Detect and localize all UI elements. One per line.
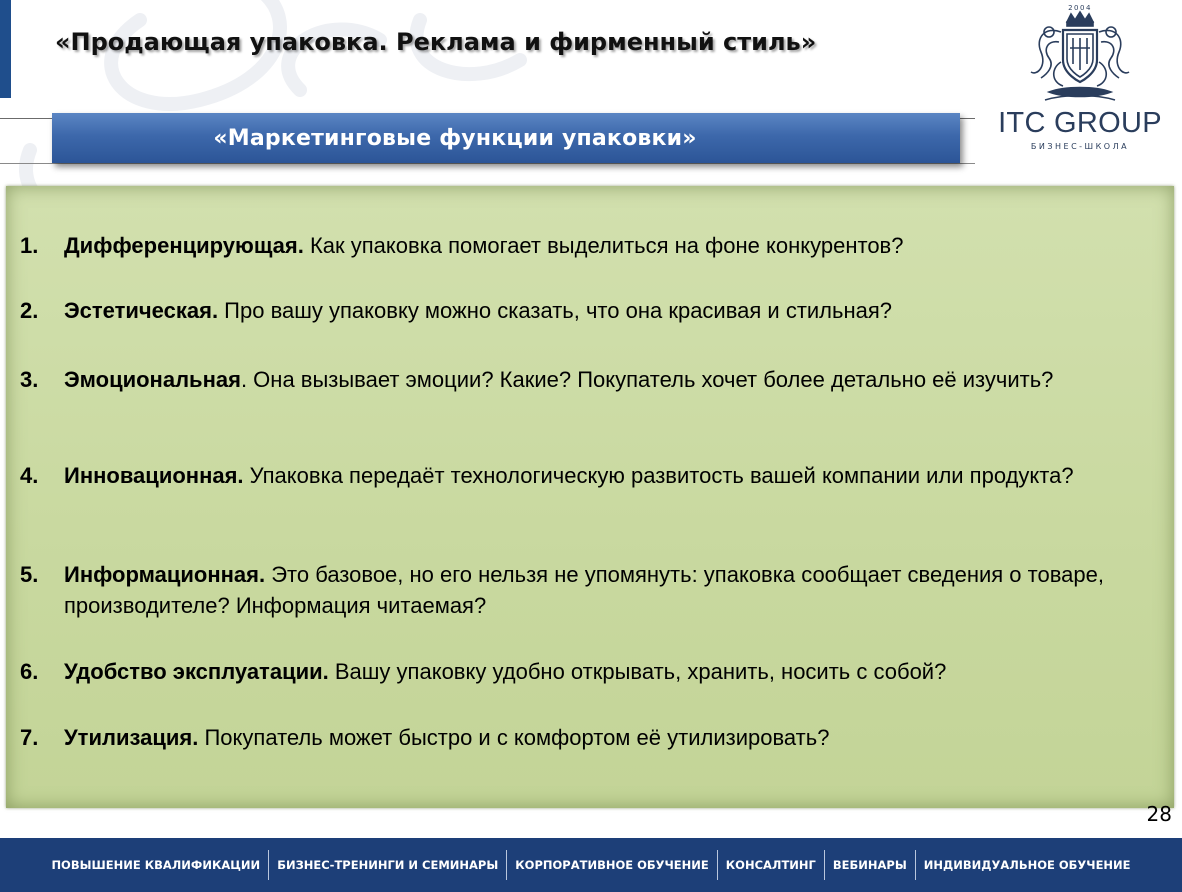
company-logo — [985, 2, 1175, 154]
item-text: Как упаковка помогает выделиться на фоне конкурентов? — [303, 233, 904, 258]
footer-link-consulting[interactable]: КОНСАЛТИНГ — [725, 858, 816, 872]
list-item — [20, 230, 1160, 261]
page-number: 28 — [1146, 802, 1172, 826]
footer-link-individual[interactable]: ИНДИВИДУАЛЬНОЕ ОБУЧЕНИЕ — [923, 858, 1131, 872]
item-number: 2. — [20, 298, 39, 323]
list-item — [20, 722, 1160, 753]
footer-bar — [0, 838, 1182, 892]
logo-year: 2004 — [1068, 4, 1092, 12]
item-title: Удобство эксплуатации. — [64, 659, 329, 684]
item-text: Это базовое, но его нельзя не упомянуть: упаковка сообщает сведения о товаре, производителе? Информация читаемая? — [64, 562, 1104, 618]
header-divider-bottom — [0, 163, 975, 164]
list-item — [20, 656, 1160, 687]
logo-name: ITC GROUP — [998, 107, 1162, 139]
footer-link-webinars[interactable]: ВЕБИНАРЫ — [832, 858, 907, 872]
item-title: Эмоциональная — [64, 367, 241, 392]
footer-link-qualification[interactable]: ПОВЫШЕНИЕ КВАЛИФИКАЦИИ — [51, 858, 261, 872]
item-number: 1. — [20, 233, 39, 258]
item-title: Дифференцирующая. — [64, 233, 304, 258]
item-text: Покупатель может быстро и с комфортом её утилизировать? — [198, 725, 830, 750]
item-title: Информационная. — [64, 562, 266, 587]
item-text: . Она вызывает эмоции? Какие? Покупатель хочет более детально её изучить? — [240, 367, 1054, 392]
item-number: 3. — [20, 367, 39, 392]
list-item — [20, 460, 1160, 491]
list-item — [20, 559, 1160, 621]
item-number: 4. — [20, 463, 39, 488]
content-panel — [6, 186, 1174, 808]
item-number: 6. — [20, 659, 39, 684]
item-title: Эстетическая. — [64, 298, 219, 323]
footer-link-trainings[interactable]: БИЗНЕС-ТРЕНИНГИ И СЕМИНАРЫ — [277, 858, 499, 872]
item-text: Про вашу упаковку можно сказать, что она красивая и стильная? — [218, 298, 893, 323]
item-text: Упаковка передаёт технологическую развитость вашей компании или продукта? — [243, 463, 1074, 488]
logo-subtitle: БИЗНЕС-ШКОЛА — [1030, 142, 1130, 151]
item-number: 7. — [20, 725, 39, 750]
footer-link-corporate[interactable]: КОРПОРАТИВНОЕ ОБУЧЕНИЕ — [515, 858, 709, 872]
page-title: «Продающая упаковка. Реклама и фирменный стиль» — [55, 28, 817, 56]
list-item — [20, 364, 1160, 395]
item-title: Инновационная. — [64, 463, 244, 488]
item-number: 5. — [20, 562, 39, 587]
section-title: «Маркетинговые функции упаковки» — [213, 125, 697, 151]
crest-emblem-icon — [1025, 2, 1135, 108]
item-title: Утилизация. — [64, 725, 199, 750]
section-banner — [52, 113, 960, 163]
left-accent-bar — [0, 0, 11, 98]
list-item — [20, 295, 1160, 326]
item-text: Вашу упаковку удобно открывать, хранить, носить с собой? — [328, 659, 947, 684]
